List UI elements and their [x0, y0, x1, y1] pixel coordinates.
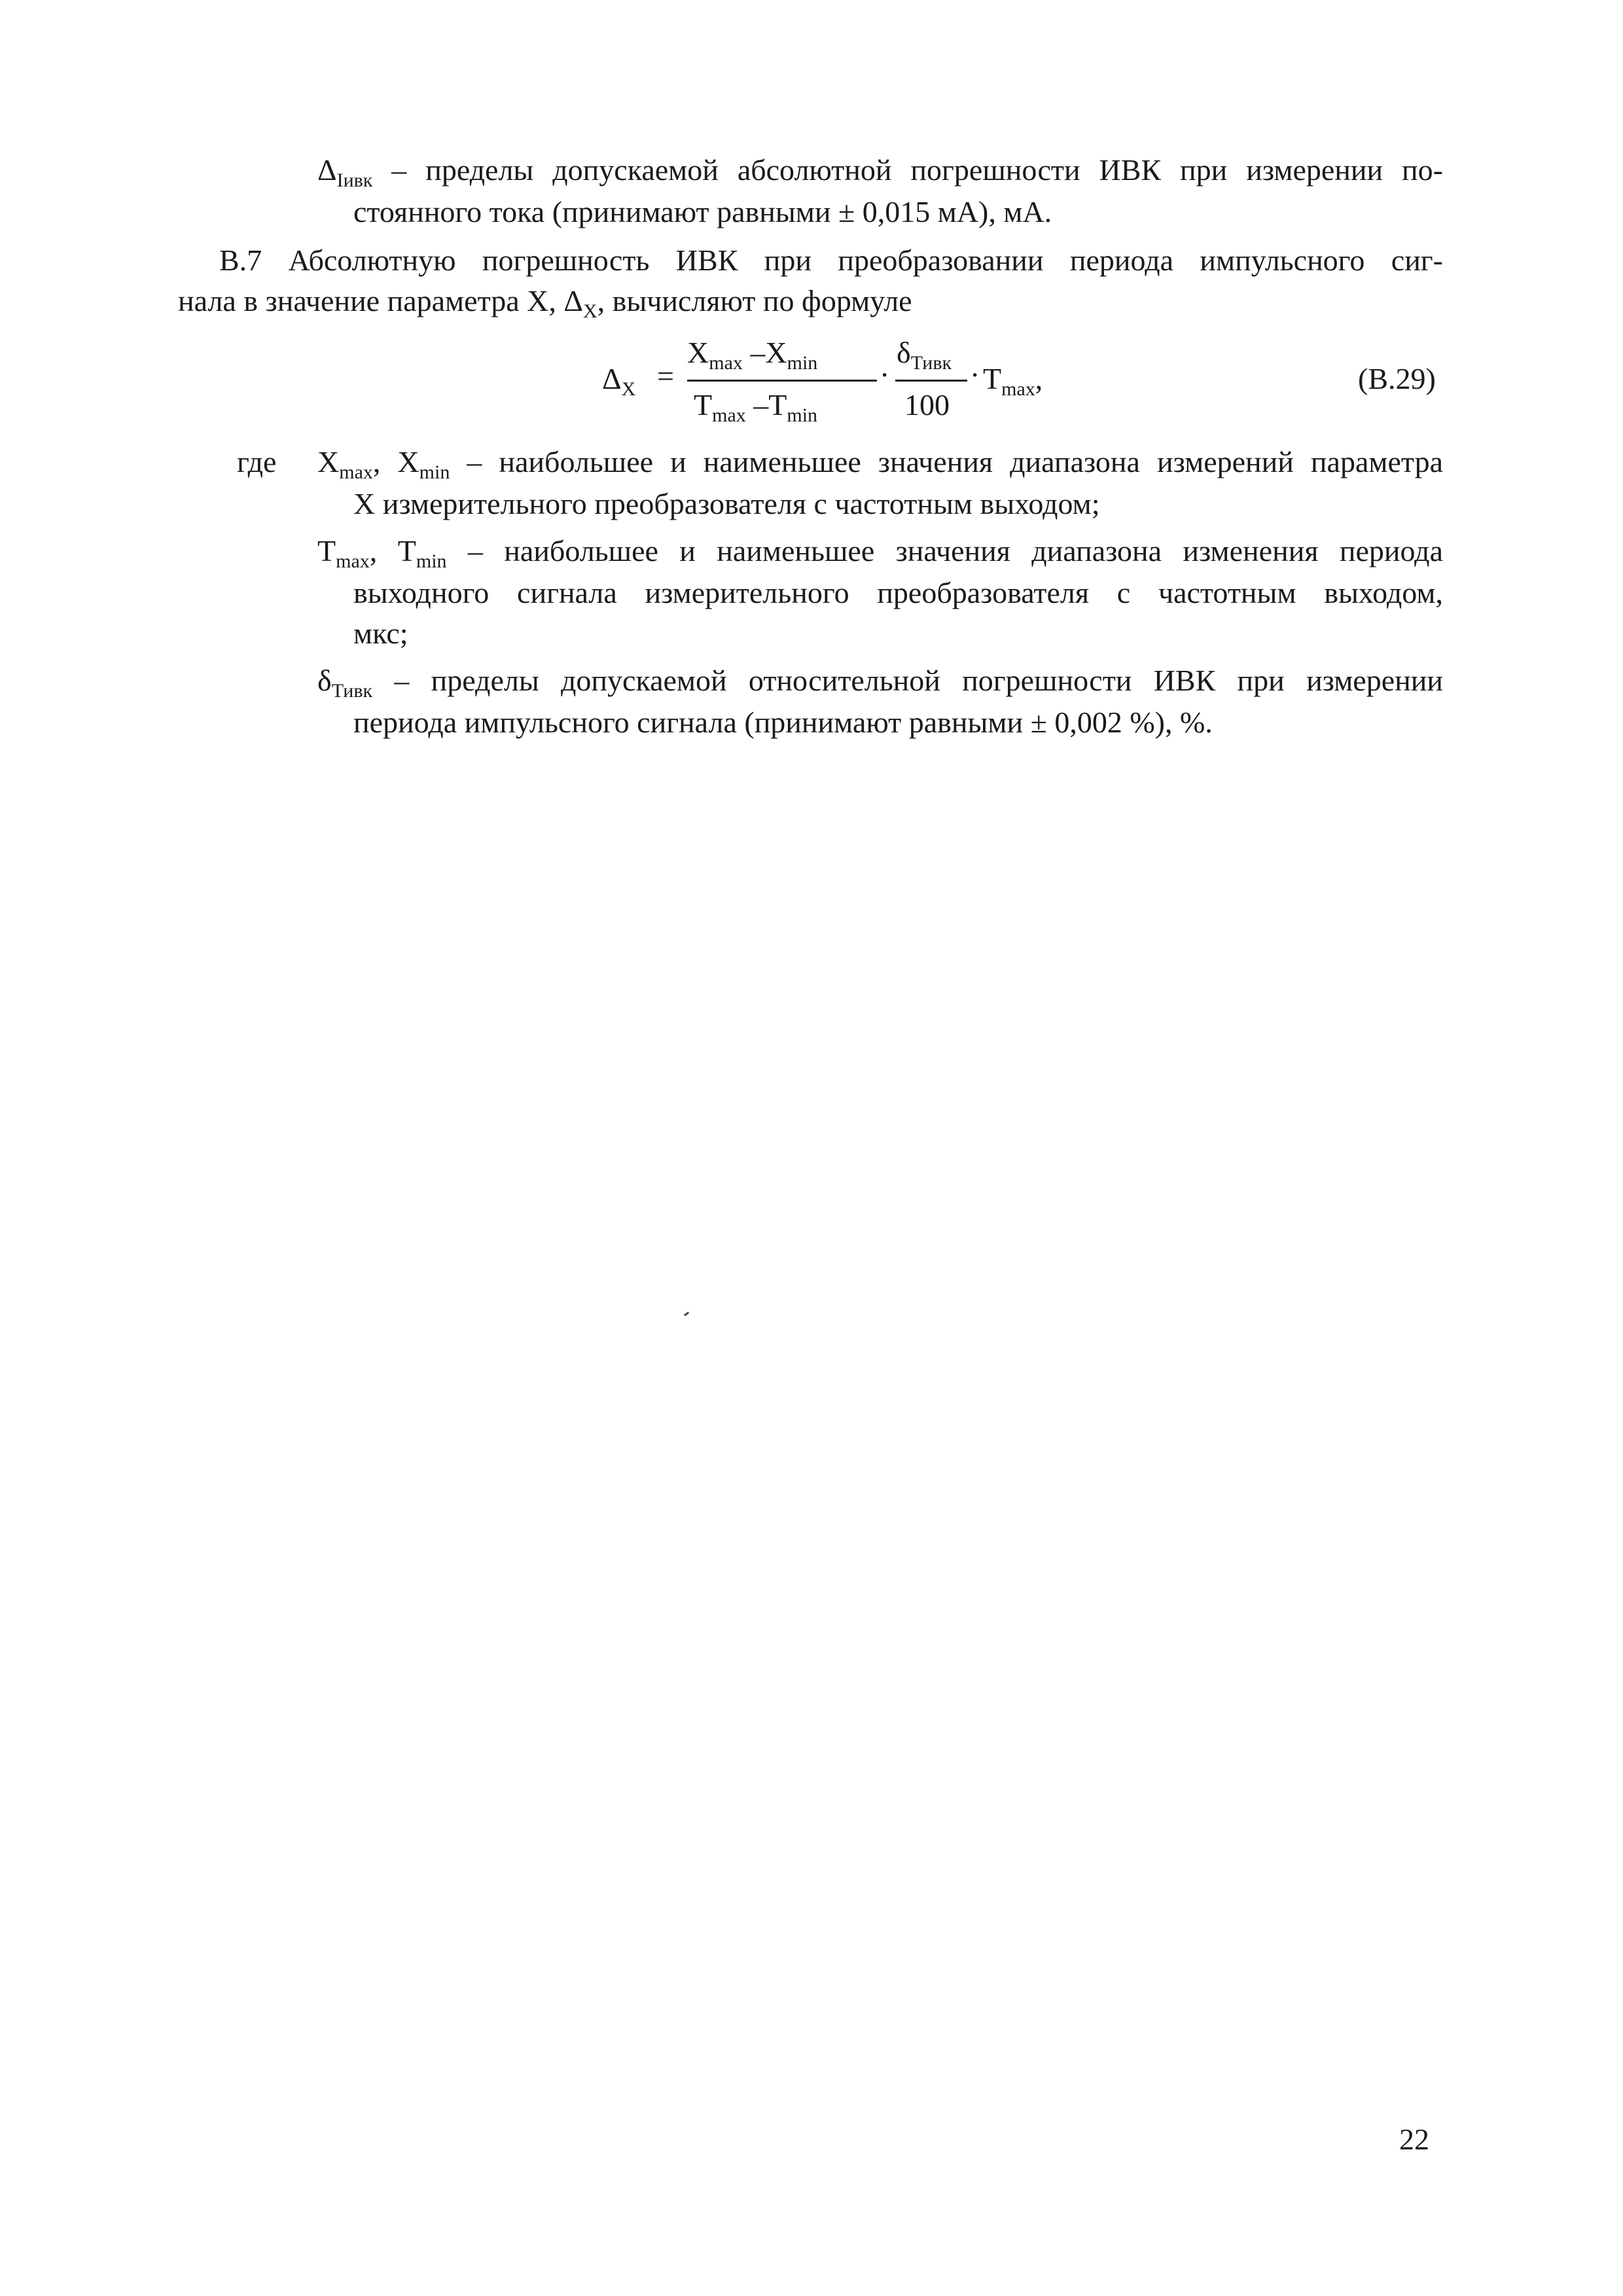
section-b7-line2: нала в значение параметра X, $\Delta_X$, вычисляют по формуле [178, 284, 912, 322]
page-number: 22 [1399, 2123, 1429, 2156]
formula-equals: = [657, 359, 674, 393]
delta-i-subscript: Iивк [336, 170, 373, 191]
where-label: где [237, 445, 277, 478]
delta-i-definition-line1 [317, 152, 1443, 191]
fraction-bar-1 [687, 380, 877, 382]
formula-tail: $T_{max}$, [983, 362, 1043, 400]
formula-b29 [602, 335, 1060, 440]
section-b7-line1: В.7 Абсолютную погрешность ИВК при преобразовании периода импульсного сиг- [219, 243, 1443, 277]
t-definition-line2: выходного сигнала измерительного преобразователя с частотным выходом, [353, 576, 1443, 609]
formula-denominator-1: $T_{max}$ $-T_{min}$ [694, 388, 818, 426]
delta-t-definition-line1: $\delta_{Тивк}$ – пределы допускаемой относительной погрешности ИВК при измерении [317, 664, 1443, 702]
scan-speck [684, 1312, 689, 1316]
t-definition-line1: $T_{max}$, $T_{min}$ – наибольшее и наименьшее значения диапазона изменения периода [317, 534, 1443, 572]
formula-numerator-1: $X_{max}$ $-X_{min}$ [687, 336, 818, 374]
formula-numerator-2: $\delta_{Тивк}$ [897, 336, 952, 374]
formula-denominator-2: 100 [904, 388, 950, 422]
delta-i-symbol: Δ [317, 153, 337, 187]
formula-lhs: $\Delta_X$ [602, 362, 636, 400]
delta-i-text-1: – пределы допускаемой абсолютной погрешности ИВК при измерении по- [372, 153, 1443, 187]
fraction-bar-2 [895, 380, 967, 382]
x-definition-line2: X измерительного преобразователя с частотным выходом; [353, 487, 1100, 520]
t-definition-line3: мкс; [353, 617, 408, 650]
formula-dot-2: · [970, 358, 980, 391]
delta-i-definition-line2: стоянного тока (принимают равными ± 0,015 мА), мА. [353, 195, 1052, 228]
delta-t-definition-line2: периода импульсного сигнала (принимают равными ± 0,002 %), %. [353, 706, 1213, 739]
x-definition-line1: $X_{max}$, $X_{min}$ – наибольшее и наименьшее значения диапазона измерений параметра [317, 445, 1443, 483]
equation-number: (В.29) [1358, 362, 1436, 395]
formula-dot-1: · [880, 358, 890, 391]
